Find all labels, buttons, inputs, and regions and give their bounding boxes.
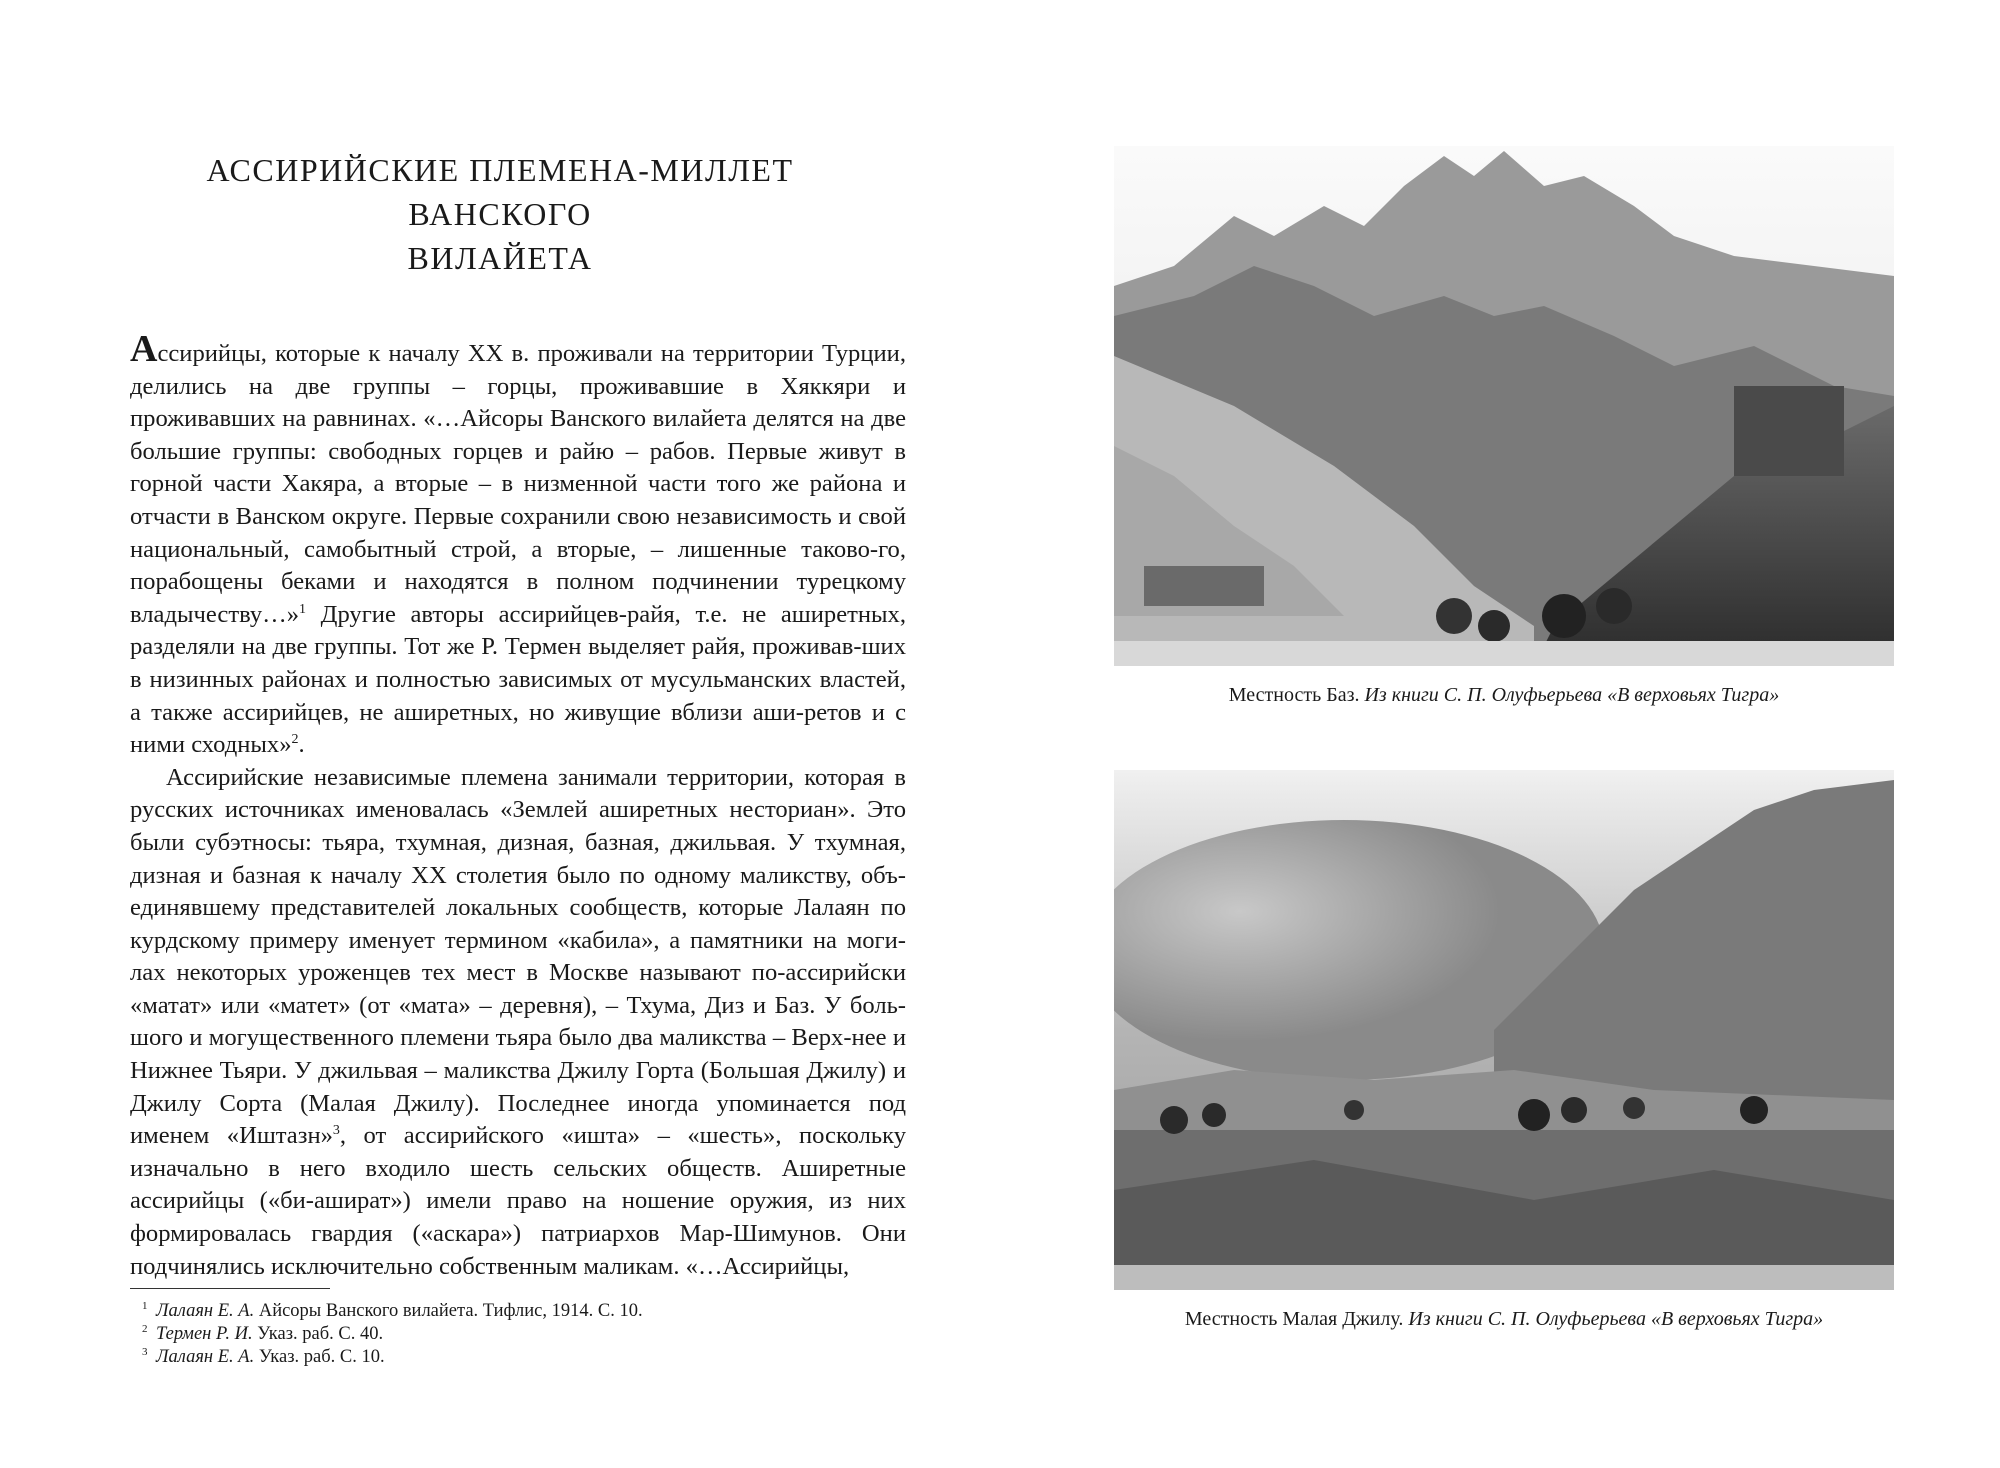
chapter-title-line1: АССИРИЙСКИЕ ПЛЕМЕНА-МИЛЛЕТ ВАНСКОГО: [206, 152, 794, 232]
body-text: [130, 328, 907, 1283]
drop-cap: А: [130, 328, 158, 370]
footnote-2: [142, 1323, 902, 1346]
footnote-3: [142, 1346, 902, 1369]
paragraph-2-text-b: , от ассирийского «ишта» – «шесть», поскольку изначально в него входило шесть сельских обществ. Аширетные ассирийцы («би-ашират») имели право на ношение оружия, из них формировалась гвардия («аскара») патриархов Мар-Шимунов. Они подчинялись исключительно собственным маликам. «…Ассирийцы,: [130, 1122, 907, 1280]
footnote-ref-1[interactable]: 1: [299, 601, 307, 617]
figure-baz: [1114, 146, 1894, 708]
paragraph-2: [130, 762, 906, 1284]
footnote-ref-3[interactable]: 3: [332, 1123, 340, 1139]
figure-caption-baz: [1114, 682, 1894, 708]
figure-caption-malaya-dzhilu: [1114, 1306, 1894, 1332]
footnote-author: Лалаян Е. А.: [156, 1347, 255, 1367]
chapter-title: [130, 148, 870, 280]
paragraph-1-text-a: ссирийцы, которые к началу XX в. проживали на территории Турции, делились на две группы – горцы, проживавшие в Хяккяри и проживавших на равнинах. «…Айсоры Ванского вилайета делятся на две большие группы: свободных горцев и райю – рабов. Первые живут в горной части Хакяра, а вторые – в низменной части того же района и отчасти в Ванском округе. Первые сохранили свою независимость и свой национальный, самобытный строй, а вторые, – лишенные таково-го, порабощены беками и находятся в полном подчинении турецкому владычеству…»: [130, 340, 906, 628]
mountain-landscape-image: [1114, 146, 1894, 666]
footnotes: [142, 1300, 902, 1369]
footnote-number: 3: [142, 1346, 148, 1358]
footnote-text: Указ. раб. С. 40.: [252, 1324, 384, 1344]
paragraph-1: [130, 328, 906, 762]
caption-source: Из книги С. П. Олуфьерьева «В верховьях Тигра»: [1364, 684, 1780, 706]
footnote-divider: [130, 1288, 330, 1289]
paragraph-1-end: .: [298, 731, 305, 759]
footnote-author: Лалаян Е. А.: [156, 1301, 255, 1321]
valley-landscape-image: [1114, 770, 1894, 1290]
footnote-1: [142, 1300, 902, 1323]
caption-source: Из книги С. П. Олуфьерьева «В верховьях Тигра»: [1408, 1308, 1824, 1330]
footnote-text: Айсоры Ванского вилайета. Тифлис, 1914. С. 10.: [254, 1301, 643, 1321]
caption-label: Местность Баз.: [1228, 684, 1365, 706]
paragraph-2-text-a: Ассирийские независимые племена занимали территории, которая в русских источниках именовалась «Землей аширетных несториан». Это были субэтносы: тьяра, тхумная, дизная, базная, джильвая. У тхумная, дизная и базная к началу XX столетия было по одному маликству, объ-единявшему представителей локальных сообществ, которые Лалаян по курдскому примеру именует термином «кабила», а памятники на моги-лах некоторых уроженцев тех мест в Москве называют по-ассирийски «матат» или «матет» (от «мата» – деревня), – Тхума, Диз и Баз. У боль-шого и могущественного племени тьяра было два маликства – Верх-нее и Нижнее Тьяри. У джильвая – маликства Джилу Горта (Большая Джилу) и Джилу Сорта (Малая Джилу). Последнее иногда упоминается под именем «Иштазн»: [130, 763, 906, 1150]
chapter-title-line2: ВИЛАЙЕТА: [407, 240, 593, 276]
footnote-author: Термен Р. И.: [156, 1324, 253, 1344]
footnote-number: 1: [142, 1300, 148, 1312]
mountain-photo-baz: [1114, 146, 1894, 666]
footnote-ref-2[interactable]: 2: [291, 731, 299, 747]
figure-malaya-dzhilu: [1114, 770, 1894, 1332]
paragraph-1-text-b: Другие авторы ассирийцев-райя, т.е. не аширетных, разделяли на две группы. Тот же Р. Термен выделяет райя, проживав-ших в низинных районах и полностью зависимых от мусульманских властей, а также ассирийцев, не аширетных, но живущие вблизи аши-ретов и с ними сходных»: [130, 600, 906, 759]
valley-photo-malaya-dzhilu: [1114, 770, 1894, 1290]
footnote-text: Указ. раб. С. 10.: [254, 1347, 385, 1367]
caption-label: Местность Малая Джилу.: [1184, 1308, 1409, 1330]
footnote-number: 2: [142, 1323, 148, 1335]
